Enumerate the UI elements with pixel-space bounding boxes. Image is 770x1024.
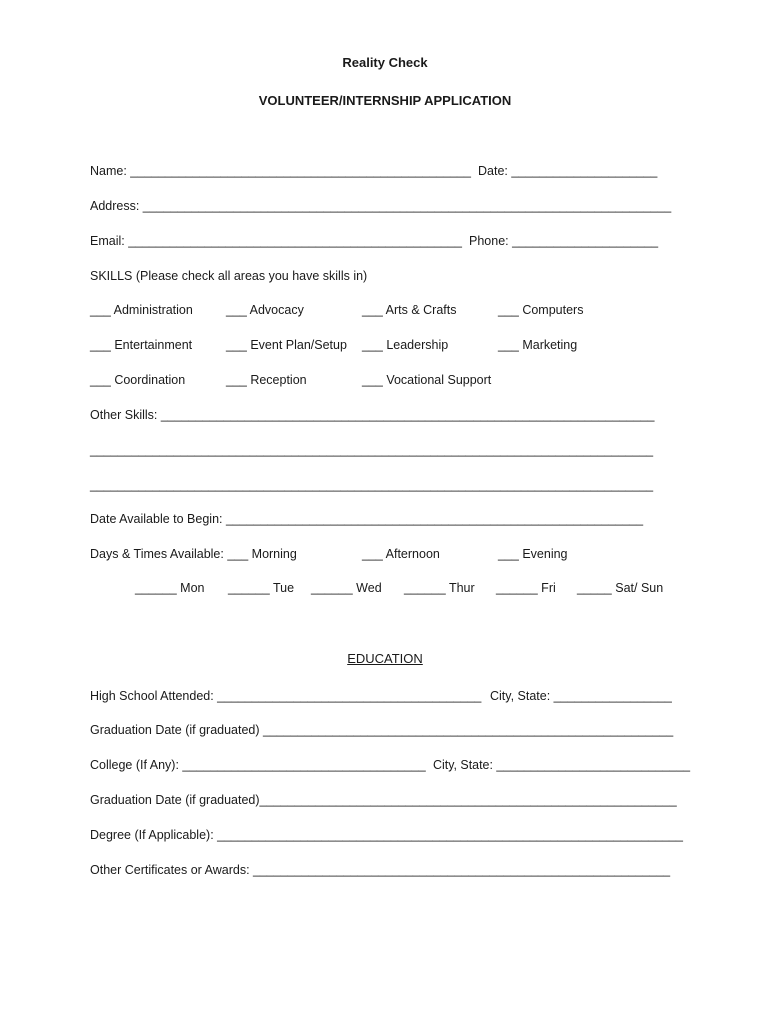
skill-entertainment[interactable]: ___ Entertainment <box>90 338 193 352</box>
day-tue[interactable]: ______ Tue <box>228 581 295 595</box>
skill-arts-crafts[interactable]: ___ Arts & Crafts <box>362 303 457 317</box>
address-field[interactable]: Address: ____________________________________________________________________________ <box>90 199 672 213</box>
org-title: Reality Check <box>342 55 428 70</box>
education-heading: EDUCATION <box>347 651 423 666</box>
evening-field[interactable]: ___ Evening <box>498 547 568 561</box>
skill-coordination[interactable]: ___ Coordination <box>90 373 186 387</box>
skill-computers[interactable]: ___ Computers <box>498 303 584 317</box>
form-title: VOLUNTEER/INTERNSHIP APPLICATION <box>258 93 512 108</box>
college-field[interactable]: College (If Any): ___________________________________ <box>90 758 426 772</box>
degree-field[interactable]: Degree (If Applicable): ___________________________________________________________________ <box>90 828 683 842</box>
date-available-field[interactable]: Date Available to Begin: ____________________________________________________________ <box>90 512 644 526</box>
skill-advocacy[interactable]: ___ Advocacy <box>226 303 304 317</box>
skill-event-plan[interactable]: ___ Event Plan/Setup <box>226 338 347 352</box>
skill-marketing[interactable]: ___ Marketing <box>498 338 578 352</box>
hs-city-state-field[interactable]: City, State: _________________ <box>490 689 672 703</box>
skill-administration[interactable]: ___ Administration <box>90 303 193 317</box>
date-field[interactable]: Date: _____________________ <box>478 164 658 178</box>
college-graduation-field[interactable]: Graduation Date (if graduated)____________________________________________________________ <box>90 793 677 807</box>
certificates-field[interactable]: Other Certificates or Awards: ____________________________________________________________ <box>90 863 671 877</box>
other-skills-line[interactable]: _________________________________________________________________________________ <box>90 443 654 457</box>
day-wed[interactable]: ______ Wed <box>311 581 382 595</box>
skill-leadership[interactable]: ___ Leadership <box>362 338 449 352</box>
skills-heading: SKILLS (Please check all areas you have skills in) <box>90 269 368 283</box>
college-city-state-field[interactable]: City, State: ____________________________ <box>433 758 691 772</box>
high-school-field[interactable]: High School Attended: ______________________________________ <box>90 689 482 703</box>
name-field[interactable]: Name: _________________________________________________ <box>90 164 471 178</box>
morning-field[interactable]: Days & Times Available: ___ Morning <box>90 547 297 561</box>
skill-vocational-support[interactable]: ___ Vocational Support <box>362 373 492 387</box>
email-field[interactable]: Email: ________________________________________________ <box>90 234 462 248</box>
other-skills-line[interactable]: _________________________________________________________________________________ <box>90 478 654 492</box>
day-mon[interactable]: ______ Mon <box>135 581 205 595</box>
skill-reception[interactable]: ___ Reception <box>226 373 307 387</box>
hs-graduation-field[interactable]: Graduation Date (if graduated) ___________________________________________________________ <box>90 723 674 737</box>
phone-field[interactable]: Phone: _____________________ <box>469 234 659 248</box>
other-skills-field[interactable]: Other Skills: _______________________________________________________________________ <box>90 408 655 422</box>
day-thur[interactable]: ______ Thur <box>404 581 475 595</box>
day-sat-sun[interactable]: _____ Sat/ Sun <box>577 581 664 595</box>
afternoon-field[interactable]: ___ Afternoon <box>362 547 440 561</box>
day-fri[interactable]: ______ Fri <box>496 581 556 595</box>
